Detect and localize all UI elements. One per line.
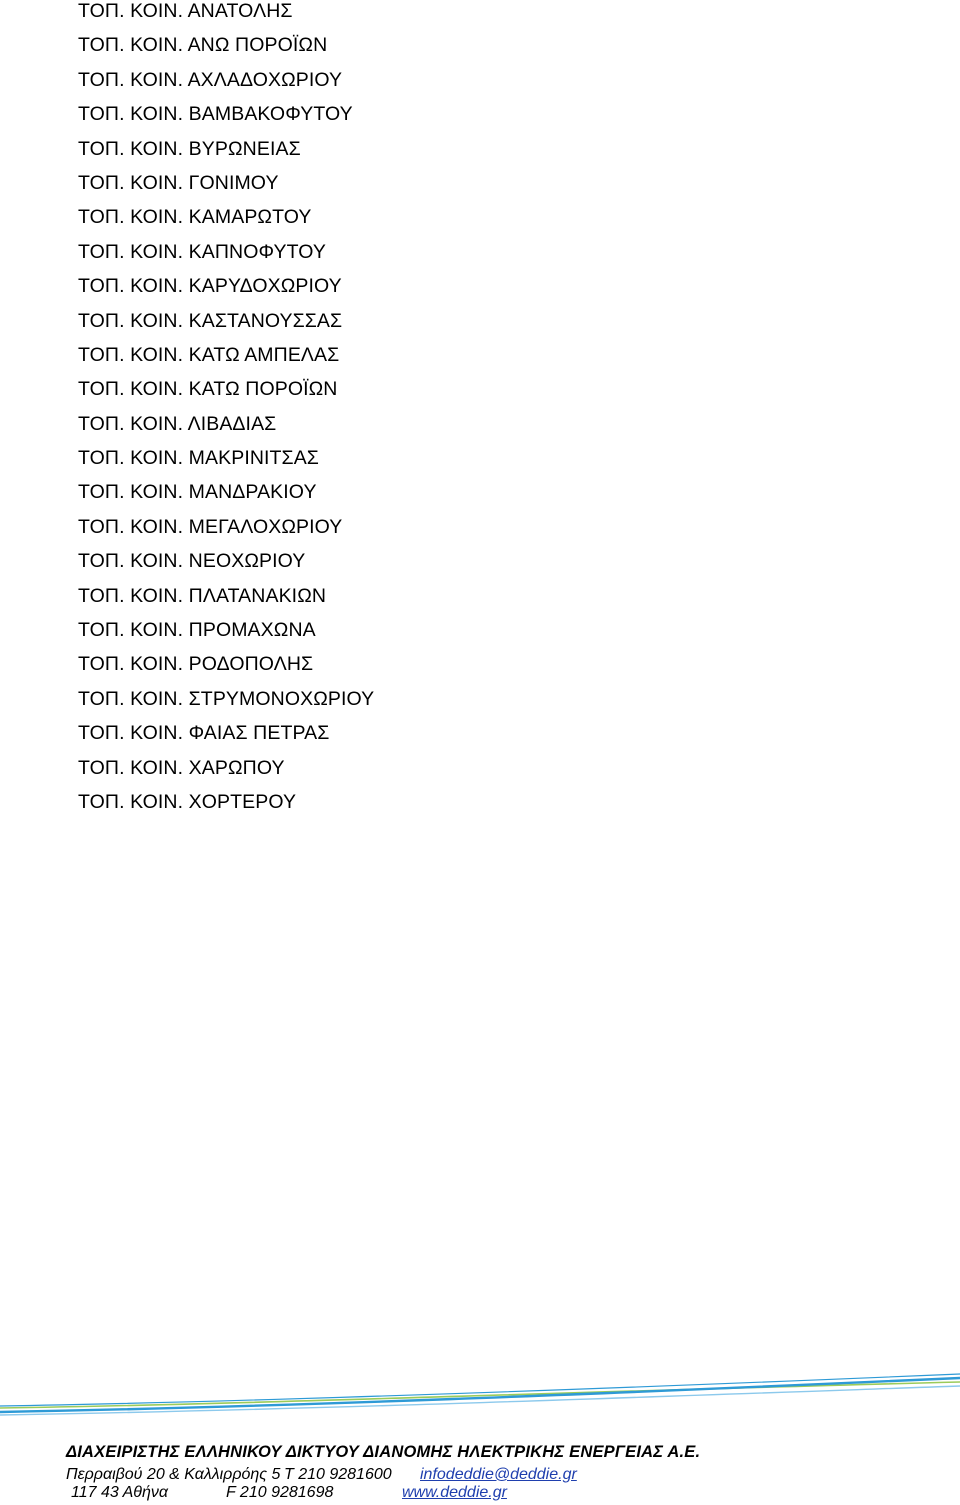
list-item: ΤΟΠ. ΚΟΙΝ. ΧΑΡΩΠΟΥ — [78, 756, 285, 779]
list-item: ΤΟΠ. ΚΟΙΝ. ΑΝΑΤΟΛΗΣ — [78, 0, 293, 22]
company-name: ΔΙΑΧΕΙΡΙΣΤΗΣ ΕΛΛΗΝΙΚΟΥ ΔΙΚΤΥΟΥ ΔΙΑΝΟΜΗΣ ΗΛΕΚΤΡΙΚΗΣ ΕΝΕΡΓΕΙΑΣ Α.Ε. — [66, 1443, 701, 1461]
list-item: ΤΟΠ. ΚΟΙΝ. ΚΑΣΤΑΝΟΥΣΣΑΣ — [78, 309, 343, 332]
phone: T 210 9281600 — [284, 1466, 392, 1483]
list-item: ΤΟΠ. ΚΟΙΝ. ΚΑΤΩ ΑΜΠΕΛΑΣ — [78, 343, 340, 366]
list-item: ΤΟΠ. ΚΟΙΝ. ΜΕΓΑΛΟΧΩΡΙΟΥ — [78, 515, 343, 538]
list-item: ΤΟΠ. ΚΟΙΝ. ΚΑΤΩ ΠΟΡΟΪΩΝ — [78, 378, 338, 401]
list-item: ΤΟΠ. ΚΟΙΝ. ΚΑΠΝΟΦΥΤΟΥ — [78, 240, 327, 263]
fax: F 210 9281698 — [226, 1484, 334, 1501]
address: Περραιβού 20 & Καλλιρρόης 5 — [66, 1466, 281, 1483]
list-item: ΤΟΠ. ΚΟΙΝ. ΡΟΔΟΠΟΛΗΣ — [78, 653, 314, 676]
list-item: ΤΟΠ. ΚΟΙΝ. ΛΙΒΑΔΙΑΣ — [78, 412, 277, 435]
footer-wave-decoration — [0, 1360, 960, 1430]
list-item: ΤΟΠ. ΚΟΙΝ. ΠΡΟΜΑΧΩΝΑ — [78, 619, 316, 642]
list-item: ΤΟΠ. ΚΟΙΝ. ΜΑΚΡΙΝΙΤΣΑΣ — [78, 447, 319, 470]
wave-line-blue-thin — [0, 1374, 960, 1406]
wave-line-green — [0, 1382, 960, 1408]
list-item: ΤΟΠ. ΚΟΙΝ. ΝΕΟΧΩΡΙΟΥ — [78, 550, 306, 573]
email-link[interactable]: infodeddie@deddie.gr — [420, 1466, 577, 1483]
list-item: ΤΟΠ. ΚΟΙΝ. ΒΑΜΒΑΚΟΦΥΤΟΥ — [78, 103, 353, 126]
list-item: ΤΟΠ. ΚΟΙΝ. ΧΟΡΤΕΡΟΥ — [78, 790, 297, 813]
list-item: ΤΟΠ. ΚΟΙΝ. ΦΑΙΑΣ ΠΕΤΡΑΣ — [78, 722, 330, 745]
list-item: ΤΟΠ. ΚΟΙΝ. ΠΛΑΤΑΝΑΚΙΩΝ — [78, 584, 327, 607]
community-list — [78, 0, 374, 825]
website-link[interactable]: www.deddie.gr — [402, 1484, 507, 1501]
postcode-city: 117 43 Αθήνα — [71, 1484, 168, 1501]
list-item: ΤΟΠ. ΚΟΙΝ. ΣΤΡΥΜΟΝΟΧΩΡΙΟΥ — [78, 687, 375, 710]
list-item: ΤΟΠ. ΚΟΙΝ. ΒΥΡΩΝΕΙΑΣ — [78, 137, 301, 160]
list-item: ΤΟΠ. ΚΟΙΝ. ΜΑΝΔΡΑΚΙΟΥ — [78, 481, 317, 504]
list-item: ΤΟΠ. ΚΟΙΝ. ΓΟΝΙΜΟΥ — [78, 171, 279, 194]
wave-line-light-blue — [0, 1386, 960, 1415]
list-item: ΤΟΠ. ΚΟΙΝ. ΑΧΛΑΔΟΧΩΡΙΟΥ — [78, 68, 343, 91]
list-item: ΤΟΠ. ΚΟΙΝ. ΑΝΩ ΠΟΡΟΪΩΝ — [78, 34, 328, 57]
list-item: ΤΟΠ. ΚΟΙΝ. ΚΑΡΥΔΟΧΩΡΙΟΥ — [78, 275, 342, 298]
list-item: ΤΟΠ. ΚΟΙΝ. ΚΑΜΑΡΩΤΟΥ — [78, 206, 312, 229]
